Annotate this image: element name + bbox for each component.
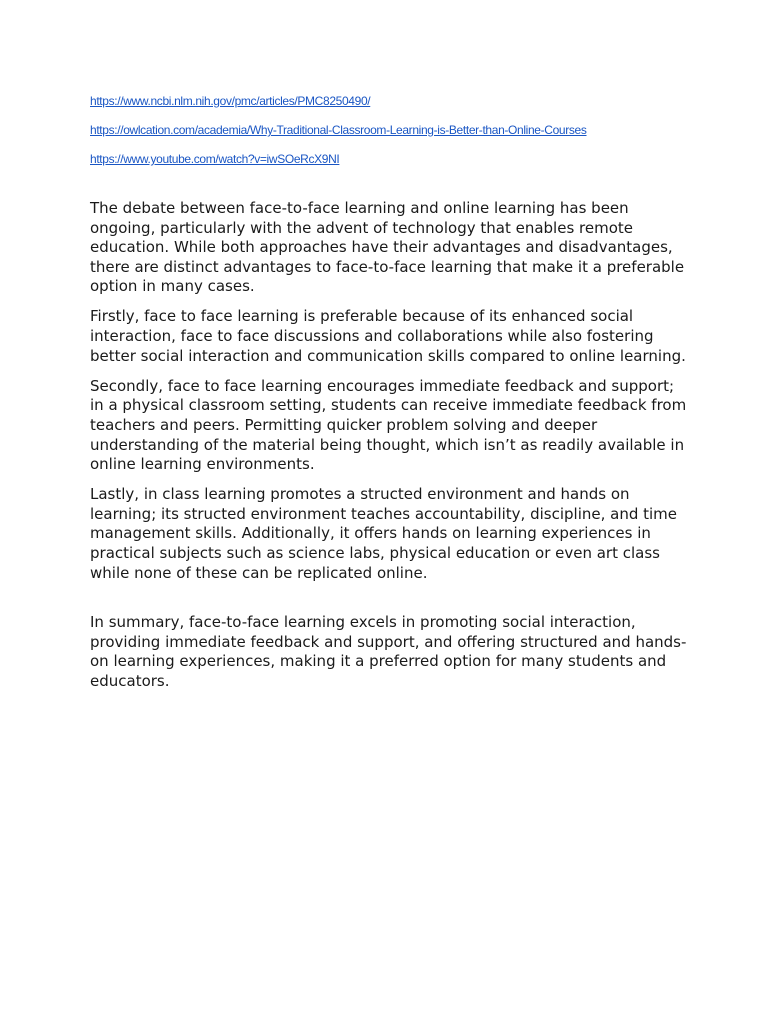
essay-body (90, 199, 690, 702)
paragraph-spacer (90, 594, 690, 614)
reference-link-youtube[interactable]: https://www.youtube.com/watch?v=iwSOeRcX9NI (90, 152, 340, 166)
reference-link-owlcation[interactable]: https://owlcation.com/academia/Why-Traditional-Classroom-Learning-is-Better-than-Online-Courses (90, 123, 587, 137)
reference-links (90, 93, 690, 180)
summary-paragraph: In summary, face-to-face learning excels in promoting social interaction, providing immediate feedback and support, and offering structured and hands-on learning experiences, making it a preferred option for many students and educators. (90, 613, 687, 691)
structure-paragraph: Lastly, in class learning promotes a structed environment and hands on learning; its structed environment teaches accountability, discipline, and time management skills. Additionally, it offers hands on learning experiences in practical subjects such as science labs, physical education or even art class while none of these can be replicated online. (90, 485, 678, 582)
reference-link-ncbi[interactable]: https://www.ncbi.nlm.nih.gov/pmc/articles/PMC8250490/ (90, 94, 371, 108)
intro-paragraph: The debate between face-to-face learning and online learning has been ongoing, particularly with the advent of technology that enables remote education. While both approaches have their advantages and disadvantages, there are distinct advantages to face-to-face learning that make it a preferable option in many cases. (90, 199, 685, 296)
social-interaction-paragraph: Firstly, face to face learning is preferable because of its enhanced social interaction, face to face discussions and collaborations while also fostering better social interaction and communication skills compared to online learning. (90, 307, 686, 365)
feedback-paragraph: Secondly, face to face learning encourages immediate feedback and support; in a physical classroom setting, students can receive immediate feedback from teachers and peers. Permitting quicker problem solving and deeper understanding of the material being thought, which isn’t as readily available in online learning environments. (90, 376, 687, 474)
